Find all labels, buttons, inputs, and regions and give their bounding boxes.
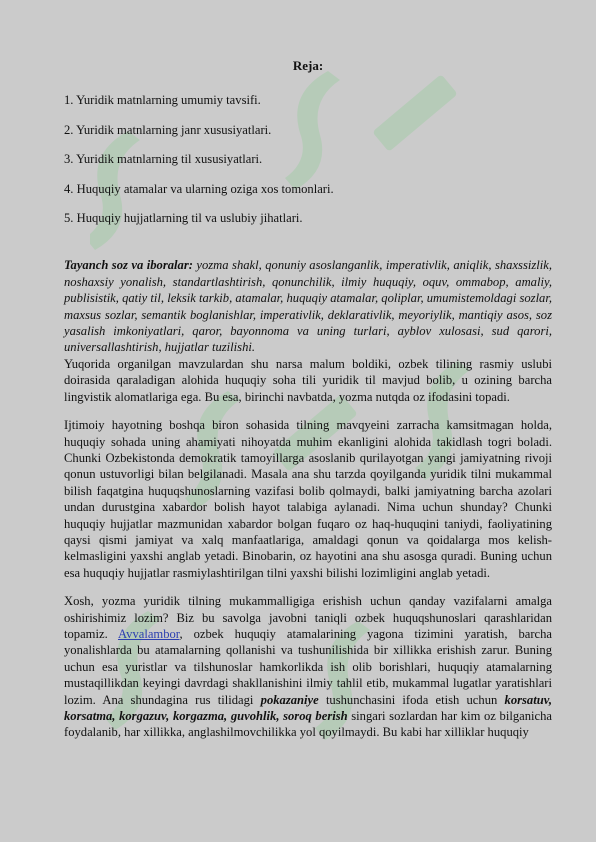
term-list: korsatuv, korsatma, korgazuv, korgazma, guvohlik, soroq berish [64,692,552,723]
plan-item: 1. Yuridik matnlarning umumiy tavsifi. [64,93,261,108]
plan-title: Reja: [292,58,324,73]
keywords-label: Tayanch soz va iboralar: [64,258,193,273]
paragraph-3-text: Xosh, yozma yuridik tilning mukammalligiga erishish uchun qanday vazifalarni amalga oshirishimiz lozim? Biz bu savolga javobni taniqli ozbek huquqshunoslari qarashlaridan topamiz. [64,594,552,641]
paragraph-1: Yuqorida organilgan mavzulardan shu narsa malum boldiki, ozbek tilining rasmiy uslubi doirasida qaraladigan alohida huquqiy soha tili yuridik til mavjud bolib, u ozining barcha lingvistik alomatlariga ega. Bu esa, birinchi navbatda, yozma nutqda oz ifodasini topadi. [64,356,552,404]
paragraph-3 [64,593,552,741]
avvalambor-link[interactable]: Avvalambor [117,626,180,641]
keywords-paragraph [64,257,552,355]
paragraph-2: Ijtimoiy hayotning boshqa biron sohasida tilning mavqyeini zarracha kamsitmagan holda, huquqiy sohada uning ahamiyati nihoyatda muhim ekanligini alohida takidlash togri boladi. Chunki Ozbekistonda demokratik tamoyillarga asoslanib qurilayotgan yangi jamiyatning rivoji qonun ustuvorligi bilan belgilanadi. Masala ana shu tarzda qoyilganda yuridik tilni mukammal bilish faqatgina huquqshunoslarning vazifasi bolib qolmaydi, balki jamiyatning barcha azolari undan durustgina xabardor bolish hayot talabiga aylanadi. Nima uchun shunday? Chunki huquqiy hujjatlar mazmunidan xabardor bolgan fuqaro oz haq-huquqini taniydi, faoliyatining qaysi qismi jamiyat va xalq manfaatlariga, amaldagi qonun va qoidalarga mos kelish-kelmasligini yaxshi anglab yetadi. Binobarin, oz hayotini ana shu asosga quradi. Buning uchun esa huquqiy hujjatlar rasmiylashtirilgan tilni yaxshi bilishi lozimligini anglab yetadi. [64,418,552,580]
paragraph-3-text: , ozbek huquqiy atamalarining yagona tizimini yaratish, barcha yonalishlarda bu atamalarning qollanishi va tushunilishida bir xillikka erishish zarur. Buning uchun esa yuristlar va tilshunoslar hamkorlikda ish olib borishlari, huquqiy atamalarning mustaqillikdan keyingi davrdagi shakllanishini ilmiy tahlil etib, mukammal lugatlar yaratishlari lozim. Ana shundagina rus tilidagi [64,626,553,707]
plan-item: 5. Huquqiy hujjatlarning til va uslubiy jihatlari. [64,211,303,226]
paragraph-3-text: singari sozlardan har kim oz bilganicha foydalanib, har xillikka, anglashilmovchilikka yol qoyilmaydi. Bu kabi har xilliklar huquqiy [64,709,552,740]
plan-list [64,92,552,226]
keywords-text: yozma shakl, qonuniy asoslanganlik, imperativlik, aniqlik, shaxssizlik, noshaxsiy yonalish, standartlashtirish, qonunchilik, ilmiy huquqiy, oquv, ommabop, amaliy, publisistik, qatiy til, leksik tarkib, atamalar, huquqiy atamalar, qoliplar, umumistemoldagi sozlar, maxsus sozlar, semantik boglanishlar, imperativlik, deklarativlik, meyoriylik, mantiqiy asos, soz yasalish imkoniyatlari, qaror, bayonnoma va uning turlari, ayblov xulosasi, sud qarori, universallashtirish, hujjatlar tuzilishi. [64,258,553,355]
plan-item: 3. Yuridik matnlarning til xususiyatlari. [64,152,263,167]
plan-item: 2. Yuridik matnlarning janr xususiyatlari. [64,122,272,137]
plan-item: 4. Huquqiy atamalar va ularning oziga xos tomonlari. [64,181,334,196]
paragraph-3-text: tushunchasini ifoda etish uchun [318,692,505,707]
document-body [64,58,552,741]
term-pokazaniye: pokazaniye [260,692,319,707]
